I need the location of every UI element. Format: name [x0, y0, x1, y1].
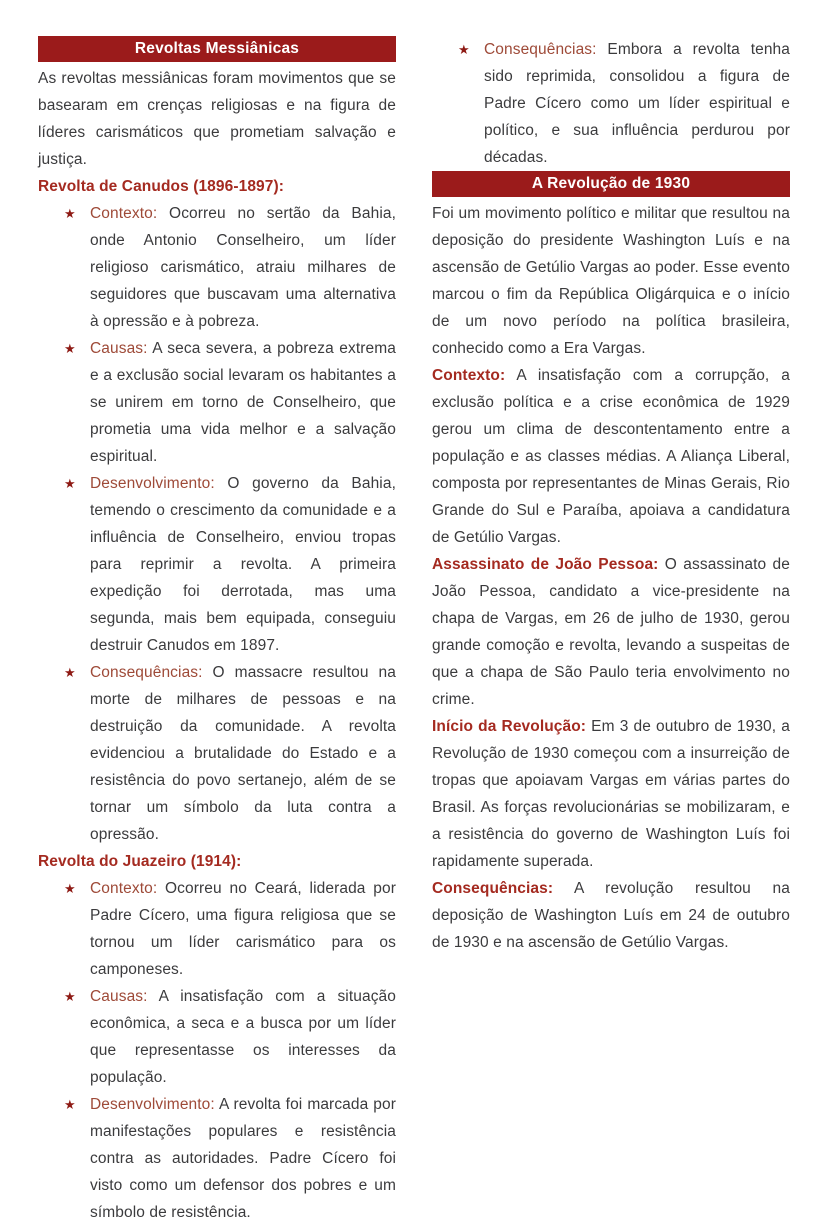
star-bullet-icon: ★ — [64, 206, 76, 221]
bullet-text — [90, 1091, 396, 1226]
paragraph-text: O assassinato de João Pessoa, candidato a vice-presidente na chapa de Vargas, em 26 de julho de 1930, gerou grande comoção e revolta, levando a suspeitas de que a chapa de São Paulo teria envolvimento no crime. — [432, 556, 790, 708]
bullet-item — [38, 875, 396, 983]
bullet-label: Causas: — [90, 988, 148, 1005]
star-bullet-icon: ★ — [64, 989, 76, 1004]
bullet-label: Desenvolvimento: — [90, 475, 215, 492]
paragraph-text: A insatisfação com a corrupção, a exclusão política e a crise econômica de 1929 gerou um clima de descontentamento entre a população e as classes médias. A Aliança Liberal, composta por representantes de Minas Gerais, Rio Grande do Sul e Paraíba, apoiava a candidatura de Getúlio Vargas. — [432, 367, 790, 546]
bullet-item — [38, 335, 396, 470]
bullet-text — [90, 875, 396, 983]
bullet-label: Contexto: — [90, 205, 158, 222]
star-bullet-icon: ★ — [64, 341, 76, 356]
right-column — [432, 36, 790, 1169]
paragraph-text: A revolução resultou na deposição de Washington Luís em 24 de outubro de 1930 e na ascensão de Getúlio Vargas. — [432, 880, 790, 951]
paragraph-inicio-revolucao — [432, 713, 790, 875]
bullet-text — [90, 335, 396, 470]
paragraph-text: Em 3 de outubro de 1930, a Revolução de 1930 começou com a insurreição de tropas que apoiavam Vargas em várias partes do Brasil. As forças revolucionárias se mobilizaram, e a resistência do governo de Washington Luís foi rapidamente superada. — [432, 718, 790, 870]
star-bullet-icon: ★ — [458, 42, 470, 57]
bullet-text — [90, 200, 396, 335]
inline-heading: Início da Revolução: — [432, 718, 587, 735]
bullet-item-continuation — [432, 36, 790, 171]
bullet-item — [38, 200, 396, 335]
bullet-text-body: O governo da Bahia, temendo o crescimento da comunidade e a influência de Conselheiro, enviou tropas para reprimir a revolta. A primeira expedição foi derrotada, mas uma segunda, mais bem equipada, conseguiu destruir Canudos em 1897. — [90, 475, 396, 654]
bullet-text-body: A insatisfação com a situação econômica, a seca e a busca por um líder que representasse os interesses da população. — [90, 988, 396, 1086]
inline-heading: Contexto: — [432, 367, 506, 384]
intro-paragraph: Foi um movimento político e militar que resultou na deposição do presidente Washington Luís e na ascensão de Getúlio Vargas ao poder. Esse evento marcou o fim da República Oligárquica e o início de um novo período na política brasileira, conhecido como a Era Vargas. — [432, 205, 790, 357]
star-bullet-icon: ★ — [64, 881, 76, 896]
inline-heading: Assassinato de João Pessoa: — [432, 556, 659, 573]
bullet-item — [38, 659, 396, 848]
bullet-text — [484, 36, 790, 171]
bullet-item — [38, 983, 396, 1091]
bullet-label: Consequências: — [90, 664, 203, 681]
bullet-text-body: A revolta foi marcada por manifestações populares e resistência contra as autoridades. Padre Cícero foi visto como um defensor dos pobres e um símbolo de resistência. — [90, 1096, 396, 1221]
bullet-label: Contexto: — [90, 880, 158, 897]
bullet-text-body: Embora a revolta tenha sido reprimida, consolidou a figura de Padre Cícero como um líder espiritual e político, e sua influência perdurou por décadas. — [484, 41, 790, 166]
subsection-title-juazeiro: Revolta do Juazeiro (1914): — [38, 853, 242, 870]
bullet-label: Causas: — [90, 340, 148, 357]
bullet-text — [90, 983, 396, 1091]
bullet-text — [90, 659, 396, 848]
bullet-text-body: Ocorreu no Ceará, liderada por Padre Cícero, uma figura religiosa que se tornou um líder carismático para os camponeses. — [90, 880, 396, 978]
left-column — [38, 36, 396, 1221]
bullet-label: Consequências: — [484, 41, 597, 58]
bullet-text-body: Ocorreu no sertão da Bahia, onde Antonio Conselheiro, um líder religioso carismático, atraiu milhares de seguidores que buscavam uma alternativa à opressão e à pobreza. — [90, 205, 396, 330]
section-header-revolucao-1930: A Revolução de 1930 — [432, 171, 790, 197]
star-bullet-icon: ★ — [64, 665, 76, 680]
bullet-item — [38, 1091, 396, 1226]
paragraph-contexto — [432, 362, 790, 551]
section-header-revoltas-messianicas: Revoltas Messiânicas — [38, 36, 396, 62]
star-bullet-icon: ★ — [64, 476, 76, 491]
intro-paragraph: As revoltas messiânicas foram movimentos que se basearam em crenças religiosas e na figura de líderes carismáticos que prometiam salvação e justiça. — [38, 70, 396, 168]
bullet-text-body: A seca severa, a pobreza extrema e a exclusão social levaram os habitantes a se unirem em torno de Conselheiro, que prometia uma vida melhor e a salvação espiritual. — [90, 340, 396, 465]
subsection-title-canudos: Revolta de Canudos (1896-1897): — [38, 178, 285, 195]
bullet-item — [38, 470, 396, 659]
inline-heading: Consequências: — [432, 880, 554, 897]
bullet-text — [90, 470, 396, 659]
paragraph-consequencias — [432, 875, 790, 956]
star-bullet-icon: ★ — [64, 1097, 76, 1112]
bullet-label: Desenvolvimento: — [90, 1096, 215, 1113]
paragraph-assassinato — [432, 551, 790, 713]
bullet-text-body: O massacre resultou na morte de milhares de pessoas e na destruição da comunidade. A revolta evidenciou a brutalidade do Estado e a resistência do povo sertanejo, além de se tornar um símbolo da luta contra a opressão. — [90, 664, 396, 843]
